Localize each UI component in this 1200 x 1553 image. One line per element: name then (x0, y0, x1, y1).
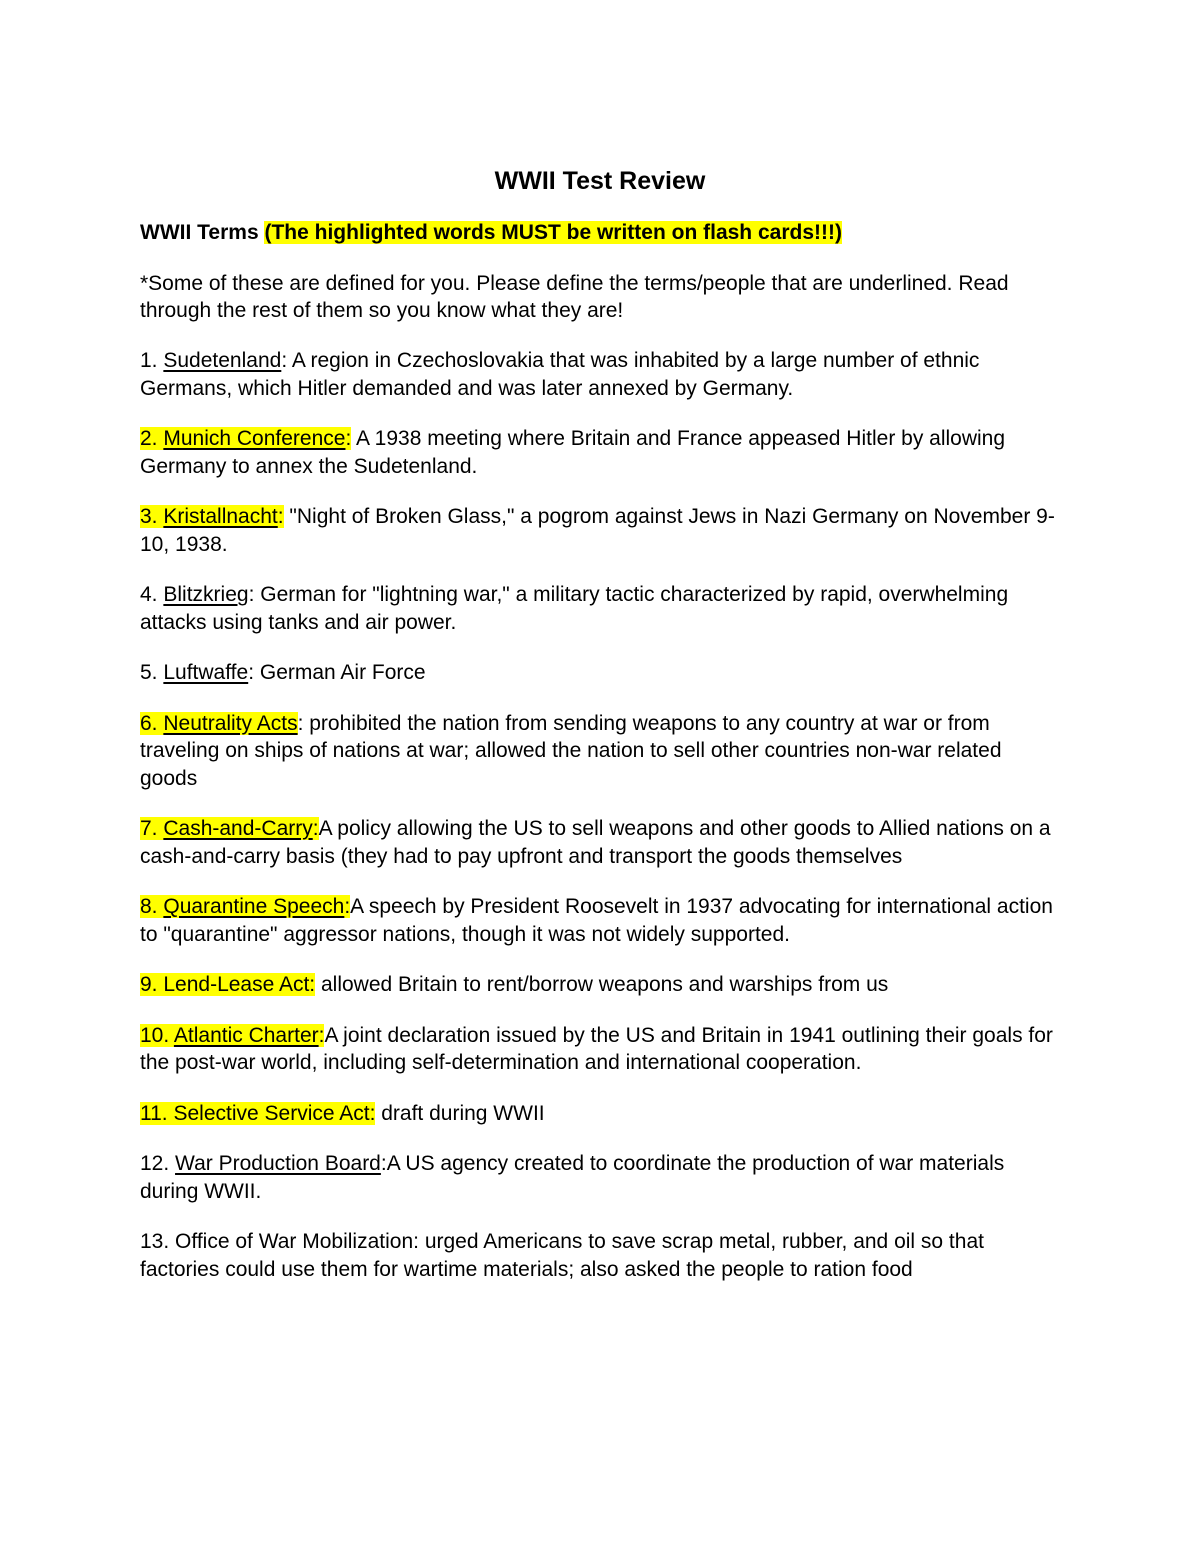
term-definition: A speech by President Roosevelt in 1937 advocating for international action to "quarantine" aggressor nations, though it was not widely supported. (140, 895, 1053, 946)
term-separator: : (312, 817, 319, 840)
term-item (140, 1022, 1060, 1077)
instructions: *Some of these are defined for you. Please define the terms/people that are underlined. Read through the rest of them so you know what they are! (140, 272, 1009, 322)
term-definition: A 1938 meeting where Britain and France appeased Hitler by allowing Germany to annex the Sudetenland. (140, 427, 1006, 478)
term-number: 7. (140, 817, 158, 840)
term-item (140, 971, 1060, 999)
term-number: 1. (140, 349, 158, 372)
term-number: 6. (140, 711, 158, 735)
term-number: 2. (140, 427, 158, 450)
term-name: Atlantic Charter (173, 1023, 319, 1047)
term-number: 4. (140, 583, 158, 606)
term-number: 8. (140, 895, 158, 918)
term-separator: : (380, 1152, 387, 1175)
term-name: Blitzkrieg (163, 583, 249, 606)
term-definition: German for "lightning war," a military tactic characterized by rapid, overwhelming attacks using tanks and air power. (140, 583, 1009, 634)
term-highlight (140, 817, 319, 840)
term-name: Lend-Lease Act: (163, 973, 316, 996)
term-name: Luftwaffe (163, 661, 249, 684)
term-name: Selective Service Act: (173, 1101, 376, 1125)
term-definition: urged Americans to save scrap metal, rubber, and oil so that factories could use them for wartime materials; also asked the people to ration food (140, 1230, 984, 1281)
term-separator: : (344, 895, 351, 918)
term-definition: : prohibited the nation from sending weapons to any country at war or from traveling on ships of nations at war; allowed the nation to sell other countries non-war related goods (140, 711, 1002, 790)
term-separator: : (277, 505, 284, 528)
term-item (140, 893, 1060, 948)
term-highlight (140, 1102, 375, 1125)
term-name: Quarantine Speech (163, 895, 345, 918)
term-definition: draft during WWII (375, 1101, 545, 1125)
term-definition: A region in Czechoslovakia that was inhabited by a large number of ethnic Germans, which Hitler demanded and was later annexed by Germany. (140, 349, 980, 400)
term-highlight (140, 505, 284, 528)
term-separator: : (281, 349, 288, 372)
document-body (140, 163, 1060, 1306)
term-separator: : (318, 1023, 325, 1047)
term-item (140, 347, 1060, 402)
term-definition: A joint declaration issued by the US and Britain in 1941 outlining their goals for the post-war world, including self-determination and international cooperation. (140, 1023, 1053, 1074)
term-definition: A policy allowing the US to sell weapons and other goods to Allied nations on a cash-and-carry basis (they had to pay upfront and transport the goods themselves (140, 817, 1051, 868)
term-item (140, 815, 1060, 870)
term-name: Sudetenland (163, 349, 282, 372)
term-item (140, 581, 1060, 636)
terms-heading (140, 219, 1060, 247)
term-name: Munich Conference (163, 427, 346, 450)
term-separator: : (413, 1230, 419, 1253)
term-number: 13. (140, 1230, 170, 1253)
term-name: War Production Board (175, 1152, 381, 1175)
term-definition: A US agency created to coordinate the production of war materials during WWII. (140, 1152, 1005, 1203)
page-title: WWII Test Review (494, 167, 706, 195)
term-separator: : (248, 583, 255, 606)
term-definition: German Air Force (254, 661, 426, 684)
term-item (140, 503, 1060, 558)
term-separator: : (248, 661, 255, 684)
term-number: 3. (140, 505, 158, 528)
terms-heading-label: WWII Terms (140, 221, 259, 244)
term-name: Cash-and-Carry (163, 817, 313, 840)
term-name: Office of War Mobilization (175, 1230, 414, 1253)
term-name: Kristallnacht (163, 505, 278, 528)
term-highlight (140, 895, 350, 918)
term-item (140, 1228, 1060, 1283)
term-number: 10. (140, 1023, 170, 1047)
flash-card-note: (The highlighted words MUST be written on flash cards!!!) (264, 221, 842, 244)
term-separator: : (345, 427, 352, 450)
term-number: 12. (140, 1152, 170, 1175)
term-number: 11. (140, 1101, 168, 1125)
term-number: 5. (140, 661, 158, 684)
term-definition: "Night of Broken Glass," a pogrom against Jews in Nazi Germany on November 9-10, 1938. (140, 505, 1055, 556)
term-item (140, 1150, 1060, 1205)
term-item (140, 659, 1060, 687)
term-item (140, 425, 1060, 480)
term-name: Neutrality Acts (163, 711, 298, 735)
term-highlight (140, 712, 298, 735)
term-highlight (140, 1024, 324, 1047)
term-item (140, 1100, 1060, 1128)
term-highlight (140, 427, 351, 450)
term-item (140, 710, 1060, 793)
term-number: 9. (140, 973, 158, 996)
term-highlight (140, 973, 315, 996)
term-definition: allowed Britain to rent/borrow weapons and warships from us (315, 973, 889, 996)
